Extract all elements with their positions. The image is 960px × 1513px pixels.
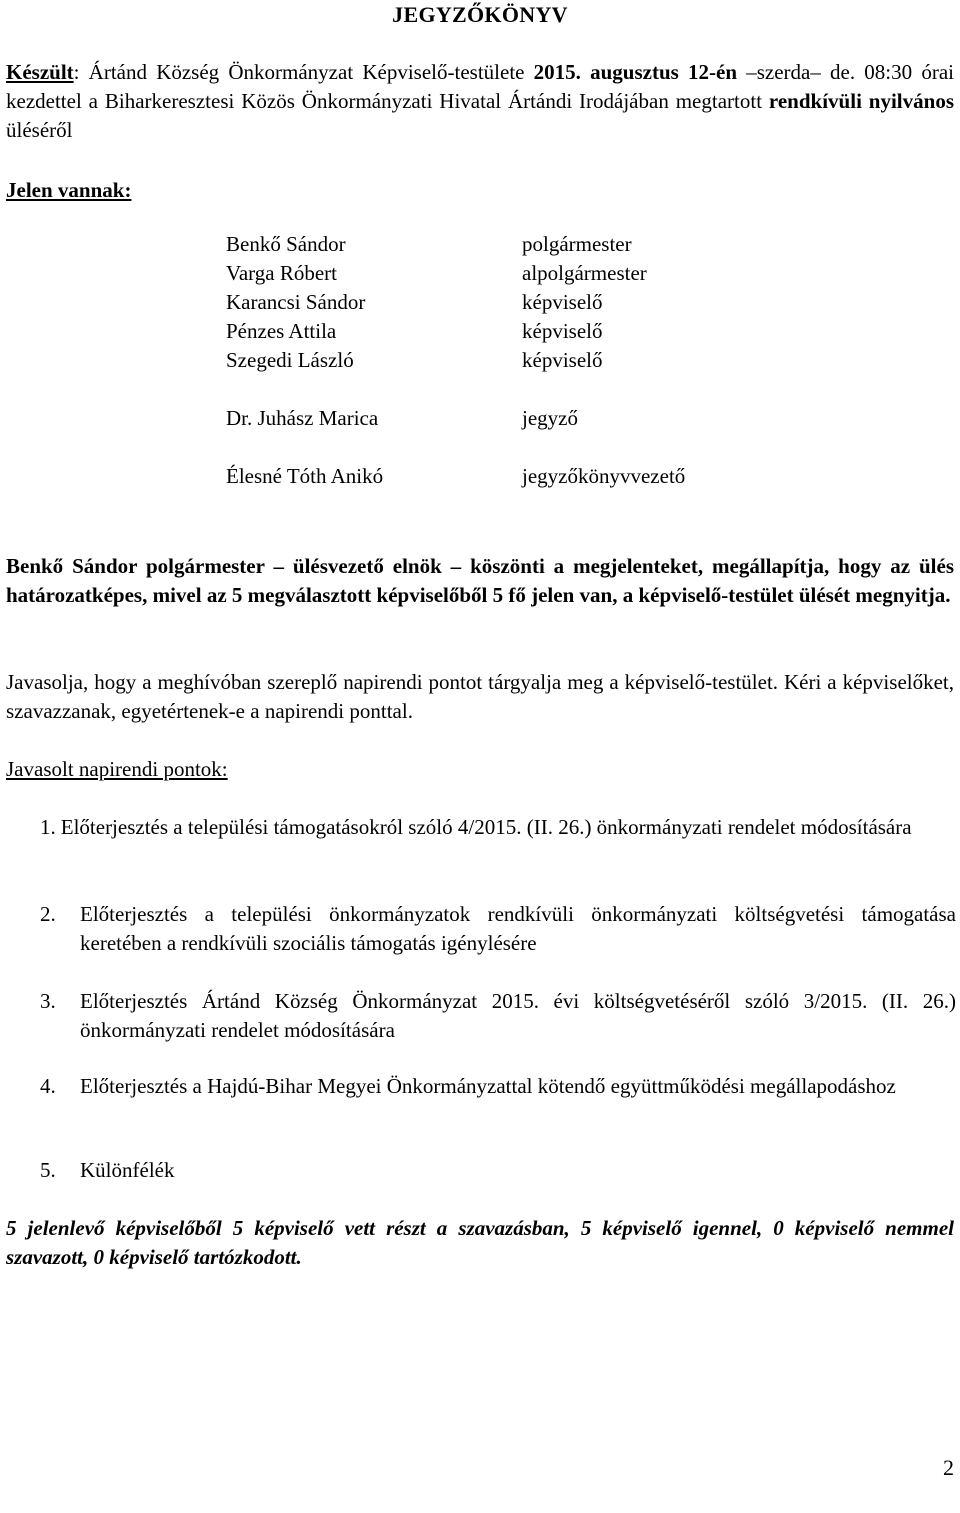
agenda-item-number: 5. — [40, 1158, 56, 1182]
agenda-item-text: Előterjesztés Ártánd Község Önkormányzat 2015. évi költségvetéséről szóló 3/2015. (II. 26.) önkormányzati rendelet módosítására — [80, 989, 956, 1042]
agenda-item — [40, 813, 956, 842]
present-label: Jelen vannak: — [6, 178, 132, 202]
agenda-item-text: Előterjesztés a települési támogatásokról szóló 4/2015. (II. 26.) önkormányzati rendelet módosítására — [60, 815, 912, 839]
agenda-item-number: 2. — [40, 902, 56, 926]
attendee-role: jegyzőkönyvvezető — [522, 464, 686, 488]
attendee-name: Élesné Tóth Anikó — [226, 464, 384, 488]
attendee-role: képviselő — [522, 319, 603, 343]
attendee-name: Szegedi László — [226, 348, 354, 372]
attendee-role: képviselő — [522, 348, 603, 372]
proposal-paragraph: Javasolja, hogy a meghívóban szereplő napirendi pontot tárgyalja meg a képviselő-testület. Kéri a képviselőket, szavazzanak, egyetértenek-e a napirendi ponttal. — [6, 670, 954, 723]
intro-text-a: : Ártánd Község Önkormányzat Képviselő-testülete — [73, 60, 534, 84]
intro-text-b: –szerda– de. 08:30 órai kezdettel a Biharkeresztesi Közös Önkormányzati Hivatal Ártándi Irodájában megtartott — [6, 60, 954, 113]
attendee-name: Benkő Sándor — [226, 232, 346, 256]
agenda-label: Javasolt napirendi pontok: — [6, 757, 228, 781]
opening-paragraph: Benkő Sándor polgármester – ülésvezető elnök – köszönti a megjelenteket, megállapítja, hogy az ülés határozatképes, mivel az 5 megválasztott képviselőből 5 fő jelen van, a képviselő-testület ülését megnyitja. — [6, 554, 954, 607]
attendee-name: Dr. Juhász Marica — [226, 406, 379, 430]
intro-paragraph — [6, 58, 954, 145]
agenda-item-number: 3. — [40, 989, 56, 1013]
attendee-name: Karancsi Sándor — [226, 290, 366, 314]
page-number: 2 — [943, 1455, 954, 1480]
agenda-item-number: 1. — [40, 815, 56, 839]
attendee-role: képviselő — [522, 290, 603, 314]
agenda-item-text: Előterjesztés a Hajdú-Bihar Megyei Önkormányzattal kötendő együttműködési megállapodáshoz — [80, 1074, 896, 1098]
vote-result: 5 jelenlevő képviselőből 5 képviselő vett részt a szavazásban, 5 képviselő igennel, 0 képviselő nemmel szavazott, 0 képviselő tartózkodott. — [6, 1216, 954, 1269]
attendee-role: jegyző — [522, 406, 578, 430]
intro-session-type: rendkívüli nyilvános — [768, 89, 954, 113]
agenda-item-number: 4. — [40, 1074, 56, 1098]
intro-label: Készült — [6, 60, 74, 84]
agenda-item-text: Különfélék — [80, 1158, 175, 1182]
attendee-name: Varga Róbert — [226, 261, 337, 285]
intro-date: 2015. augusztus 12-én — [533, 60, 738, 84]
attendee-role: alpolgármester — [522, 261, 647, 285]
attendee-role: polgármester — [522, 232, 632, 256]
intro-text-c: üléséről — [6, 118, 73, 142]
agenda-item-text: Előterjesztés a települési önkormányzatok rendkívüli önkormányzati költségvetési támogatása keretében a rendkívüli szociális támogatás igénylésére — [80, 902, 956, 955]
attendee-name: Pénzes Attila — [226, 319, 337, 343]
document-title: JEGYZŐKÖNYV — [392, 2, 568, 27]
